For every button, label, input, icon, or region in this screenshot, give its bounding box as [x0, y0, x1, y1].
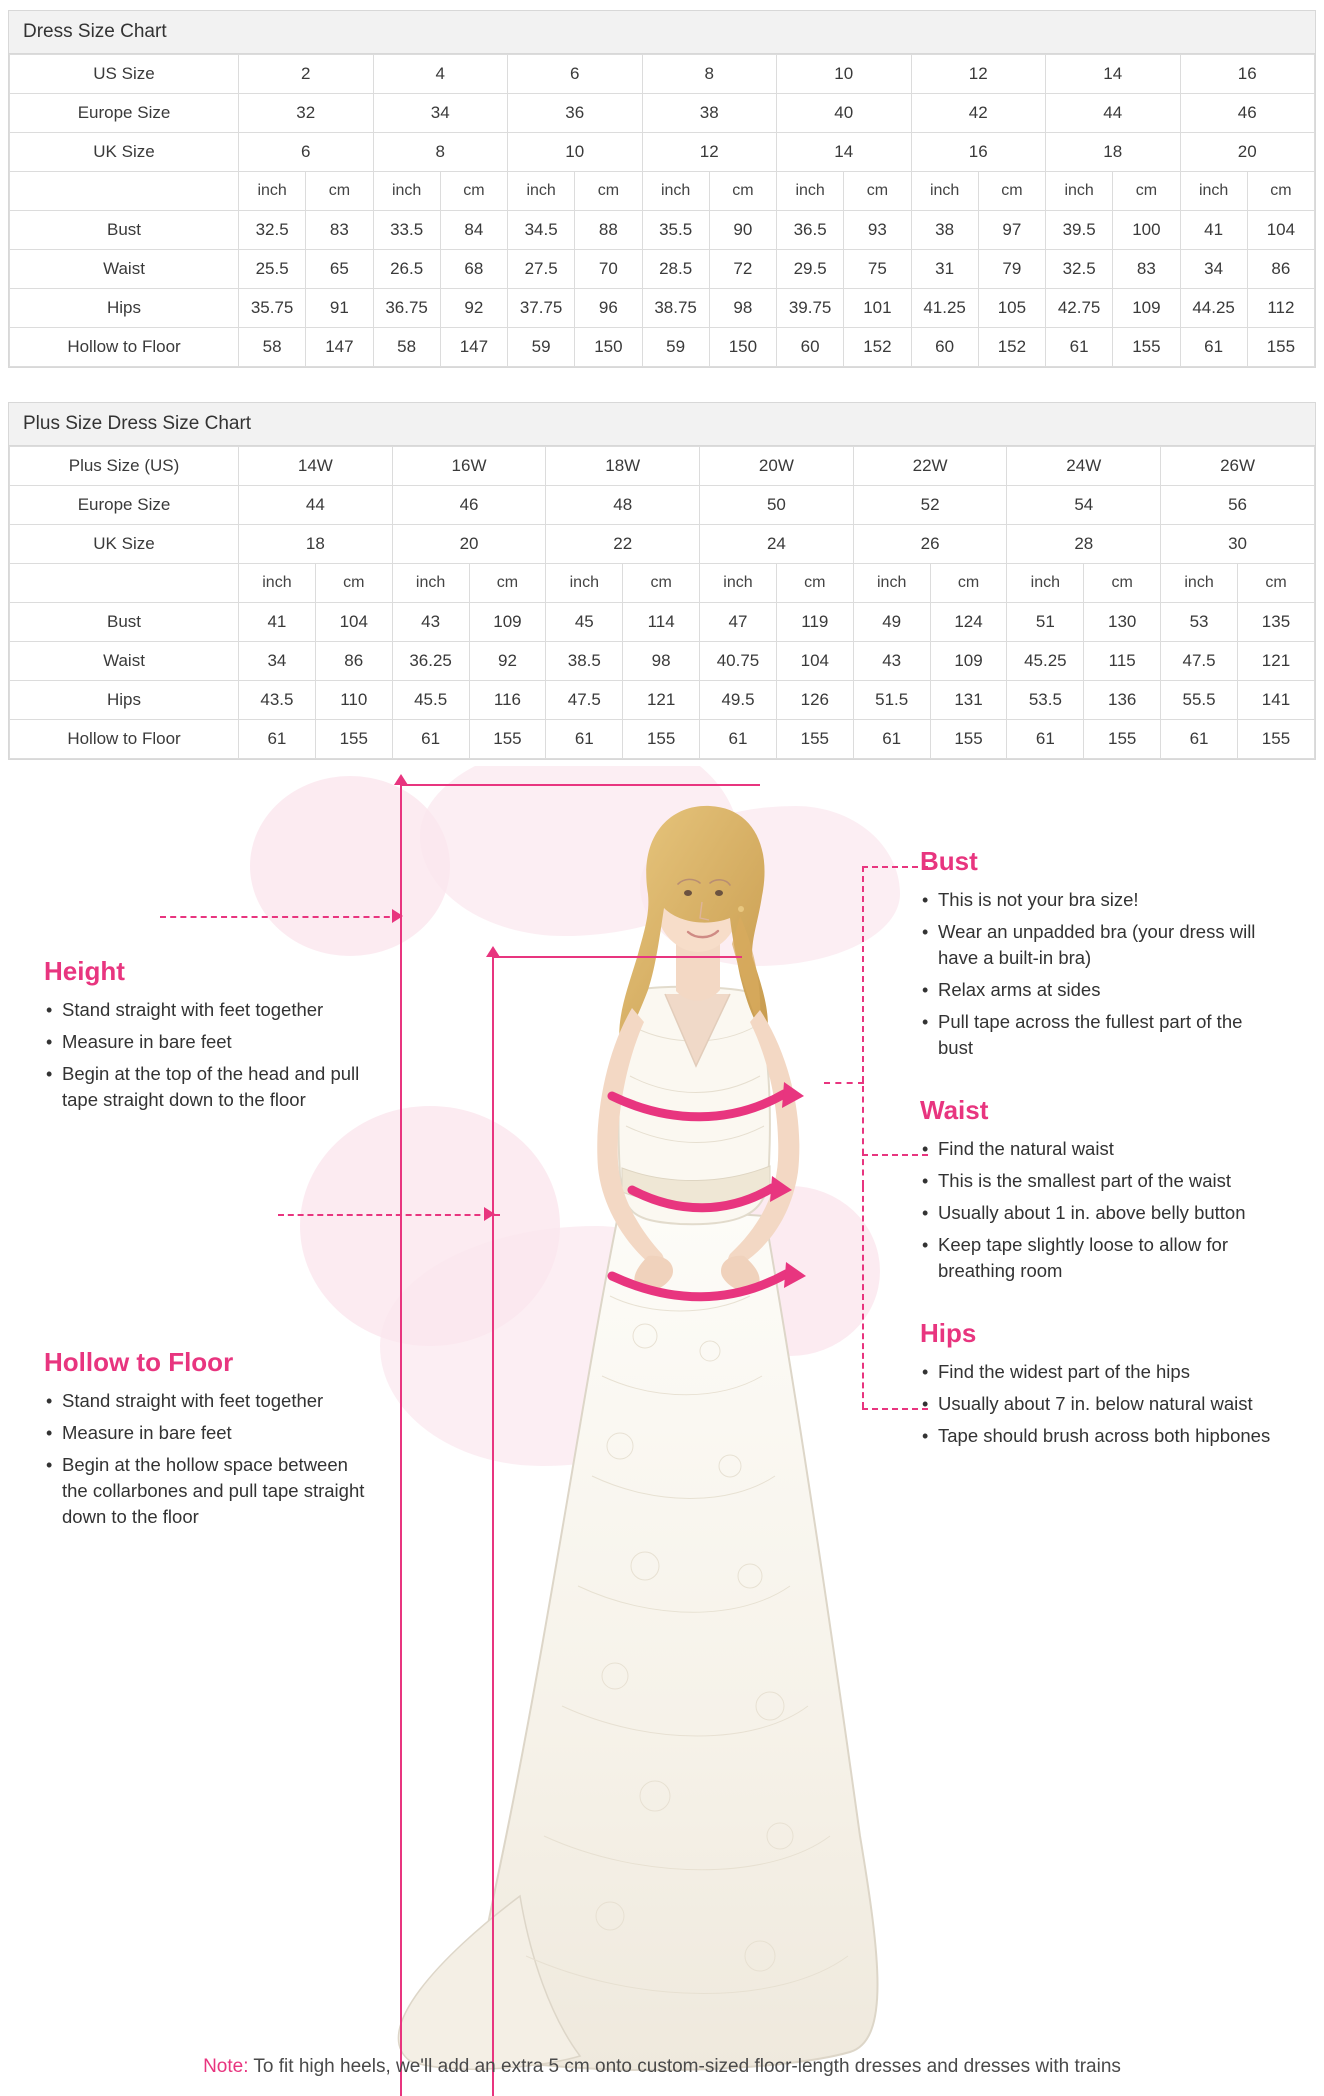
cell: 14 [1046, 55, 1181, 94]
unit-cell: cm [440, 172, 507, 211]
row-label: Bust [10, 211, 239, 250]
unit-cell: inch [546, 564, 623, 603]
cell: 32 [239, 94, 374, 133]
unit-cell: cm [844, 172, 911, 211]
row-label: Hips [10, 681, 239, 720]
cell: 45.25 [1007, 642, 1084, 681]
cell: 104 [1247, 211, 1314, 250]
tip-item: • Tape should brush across both hipbones [920, 1423, 1280, 1449]
guide-section-hips [920, 1318, 1280, 1449]
tips-list [920, 1136, 1280, 1284]
cell: 150 [709, 328, 776, 367]
hollow-connector-arrow [484, 1207, 495, 1221]
cell: 44 [239, 486, 393, 525]
cell: 53.5 [1007, 681, 1084, 720]
waist-connector-horizontal [862, 1154, 928, 1156]
units-row [10, 564, 1315, 603]
cell: 58 [239, 328, 306, 367]
row-label: Hips [10, 289, 239, 328]
cell: 16W [392, 447, 546, 486]
height-connector [160, 916, 400, 918]
spacer [44, 1147, 374, 1347]
cell: 37.75 [508, 289, 575, 328]
hollow-top-tick [492, 956, 742, 958]
unit-cell: inch [392, 564, 469, 603]
cell: 155 [776, 720, 853, 759]
tip-item: • Begin at the top of the head and pull tape straight down to the floor [44, 1061, 374, 1113]
cell: 83 [1113, 250, 1180, 289]
cell: 32.5 [239, 211, 306, 250]
tip-item: • Wear an unpadded bra (your dress will have a built-in bra) [920, 919, 1280, 971]
cell: 43.5 [239, 681, 316, 720]
cell: 61 [1161, 720, 1238, 759]
cell: 43 [853, 642, 930, 681]
size-table [9, 54, 1315, 367]
chart-title: Dress Size Chart [9, 11, 1315, 54]
cell: 155 [315, 720, 392, 759]
cell: 104 [776, 642, 853, 681]
cell: 124 [930, 603, 1007, 642]
cell: 8 [642, 55, 777, 94]
table-row [10, 133, 1315, 172]
cell: 121 [623, 681, 700, 720]
guide-section-waist [920, 1095, 1280, 1284]
cell: 27.5 [508, 250, 575, 289]
cell: 61 [546, 720, 623, 759]
cell: 39.5 [1046, 211, 1113, 250]
table-row [10, 250, 1315, 289]
tips-list [44, 1388, 374, 1530]
cell: 147 [440, 328, 507, 367]
cell: 98 [709, 289, 776, 328]
cell: 18 [1046, 133, 1181, 172]
cell: 110 [315, 681, 392, 720]
row-label: Waist [10, 642, 239, 681]
cell: 59 [508, 328, 575, 367]
cell: 44 [1046, 94, 1181, 133]
row-label: Hollow to Floor [10, 720, 239, 759]
tip-item: • Stand straight with feet together [44, 997, 374, 1023]
cell: 130 [1084, 603, 1161, 642]
table-row [10, 211, 1315, 250]
cell: 65 [306, 250, 373, 289]
cell: 20 [392, 525, 546, 564]
unit-cell: cm [315, 564, 392, 603]
cell: 28 [1007, 525, 1161, 564]
tips-list [920, 887, 1280, 1061]
cell: 22 [546, 525, 700, 564]
cell: 60 [911, 328, 978, 367]
cell: 105 [978, 289, 1045, 328]
unit-cell: inch [1007, 564, 1084, 603]
unit-cell: inch [777, 172, 844, 211]
cell: 96 [575, 289, 642, 328]
table-row [10, 289, 1315, 328]
row-label: UK Size [10, 133, 239, 172]
tip-item: • Begin at the hollow space between the collarbones and pull tape straight down to the floor [44, 1452, 374, 1530]
cell: 49.5 [700, 681, 777, 720]
section-title: Hollow to Floor [44, 1347, 234, 1377]
cell: 26W [1161, 447, 1315, 486]
cell: 126 [776, 681, 853, 720]
cell: 25.5 [239, 250, 306, 289]
chart-title: Plus Size Dress Size Chart [9, 403, 1315, 446]
unit-cell: inch [911, 172, 978, 211]
cell: 61 [239, 720, 316, 759]
cell: 136 [1084, 681, 1161, 720]
cell: 79 [978, 250, 1045, 289]
cell: 33.5 [373, 211, 440, 250]
cell: 39.75 [777, 289, 844, 328]
cell: 119 [776, 603, 853, 642]
cell: 104 [315, 603, 392, 642]
table-row [10, 681, 1315, 720]
cell: 109 [930, 642, 1007, 681]
cell: 60 [777, 328, 844, 367]
cell: 34.5 [508, 211, 575, 250]
unit-cell: cm [709, 172, 776, 211]
bust-connector-tail [824, 1082, 864, 1084]
tip-item: • Usually about 1 in. above belly button [920, 1200, 1280, 1226]
cell: 41 [239, 603, 316, 642]
row-label: Europe Size [10, 94, 239, 133]
cell: 14W [239, 447, 393, 486]
row-label: Plus Size (US) [10, 447, 239, 486]
tip-item: • Find the natural waist [920, 1136, 1280, 1162]
cell: 86 [1247, 250, 1314, 289]
table-row [10, 447, 1315, 486]
table-row [10, 486, 1315, 525]
cell: 83 [306, 211, 373, 250]
cell: 2 [239, 55, 374, 94]
height-connector-arrow [392, 909, 403, 923]
table-row [10, 55, 1315, 94]
cell: 114 [623, 603, 700, 642]
tips-list [44, 997, 374, 1113]
dress-size-chart [8, 10, 1316, 368]
cell: 10 [777, 55, 912, 94]
unit-cell: cm [469, 564, 546, 603]
cell: 45.5 [392, 681, 469, 720]
tips-list [920, 1359, 1280, 1449]
model-illustration [380, 776, 940, 2076]
size-table [9, 446, 1315, 759]
footer-note [0, 2056, 1324, 2078]
row-label: Waist [10, 250, 239, 289]
cell: 90 [709, 211, 776, 250]
cell: 100 [1113, 211, 1180, 250]
bust-connector-horizontal [862, 866, 928, 868]
cell: 70 [575, 250, 642, 289]
cell: 42.75 [1046, 289, 1113, 328]
height-top-tick [400, 784, 760, 786]
unit-cell: cm [575, 172, 642, 211]
cell: 155 [623, 720, 700, 759]
table-row [10, 642, 1315, 681]
cell: 36.5 [777, 211, 844, 250]
cell: 55.5 [1161, 681, 1238, 720]
tip-item: • Usually about 7 in. below natural waist [920, 1391, 1280, 1417]
hollow-to-floor-measure-line [492, 956, 494, 2096]
unit-cell: cm [930, 564, 1007, 603]
tip-item: • Stand straight with feet together [44, 1388, 374, 1414]
note-text: To fit high heels, we'll add an extra 5 cm onto custom-sized floor-length dresses and dresses with trains [248, 2056, 1121, 2077]
cell: 155 [1237, 720, 1314, 759]
cell: 61 [392, 720, 469, 759]
cell: 6 [508, 55, 643, 94]
row-label [10, 564, 239, 603]
cell: 29.5 [777, 250, 844, 289]
cell: 38 [642, 94, 777, 133]
cell: 40.75 [700, 642, 777, 681]
cell: 91 [306, 289, 373, 328]
note-label: Note: [203, 2056, 249, 2077]
cell: 18W [546, 447, 700, 486]
hips-connector-horizontal [862, 1408, 928, 1410]
tip-item: • This is the smallest part of the waist [920, 1168, 1280, 1194]
cell: 14 [777, 133, 912, 172]
cell: 6 [239, 133, 374, 172]
left-guide-column [44, 956, 374, 1564]
cell: 147 [306, 328, 373, 367]
cell: 47.5 [1161, 642, 1238, 681]
cell: 32.5 [1046, 250, 1113, 289]
cell: 24W [1007, 447, 1161, 486]
cell: 43 [392, 603, 469, 642]
cell: 4 [373, 55, 508, 94]
cell: 53 [1161, 603, 1238, 642]
cell: 84 [440, 211, 507, 250]
cell: 121 [1237, 642, 1314, 681]
cell: 61 [700, 720, 777, 759]
cell: 47.5 [546, 681, 623, 720]
unit-cell: inch [239, 564, 316, 603]
cell: 36 [508, 94, 643, 133]
unit-cell: cm [978, 172, 1045, 211]
cell: 68 [440, 250, 507, 289]
section-title: Hips [920, 1318, 977, 1348]
cell: 61 [1046, 328, 1113, 367]
cell: 48 [546, 486, 700, 525]
cell: 116 [469, 681, 546, 720]
unit-cell: inch [700, 564, 777, 603]
table-row [10, 720, 1315, 759]
section-title: Bust [920, 846, 978, 876]
cell: 34 [239, 642, 316, 681]
cell: 24 [700, 525, 854, 564]
unit-cell: cm [1247, 172, 1314, 211]
cell: 54 [1007, 486, 1161, 525]
unit-cell: inch [1161, 564, 1238, 603]
hips-connector-vertical [862, 1186, 864, 1408]
unit-cell: cm [623, 564, 700, 603]
row-label: UK Size [10, 525, 239, 564]
cell: 20 [1180, 133, 1315, 172]
cell: 59 [642, 328, 709, 367]
cell: 41 [1180, 211, 1247, 250]
cell: 20W [700, 447, 854, 486]
cell: 16 [1180, 55, 1315, 94]
cell: 49 [853, 603, 930, 642]
cell: 51.5 [853, 681, 930, 720]
unit-cell: inch [1046, 172, 1113, 211]
cell: 93 [844, 211, 911, 250]
cell: 92 [440, 289, 507, 328]
cell: 38 [911, 211, 978, 250]
cell: 61 [853, 720, 930, 759]
cell: 18 [239, 525, 393, 564]
cell: 34 [373, 94, 508, 133]
cell: 10 [508, 133, 643, 172]
section-title: Height [44, 956, 125, 986]
cell: 22W [853, 447, 1007, 486]
cell: 131 [930, 681, 1007, 720]
guide-section-height [44, 956, 374, 1113]
cell: 31 [911, 250, 978, 289]
cell: 26 [853, 525, 1007, 564]
guide-section-hollow-to-floor [44, 1347, 374, 1530]
cell: 50 [700, 486, 854, 525]
unit-cell: cm [1084, 564, 1161, 603]
cell: 58 [373, 328, 440, 367]
cell: 8 [373, 133, 508, 172]
cell: 52 [853, 486, 1007, 525]
table-row [10, 525, 1315, 564]
height-measure-line [400, 784, 402, 2096]
cell: 109 [1113, 289, 1180, 328]
cell: 26.5 [373, 250, 440, 289]
measuring-guide [0, 766, 1324, 2096]
tip-item: • Measure in bare feet [44, 1420, 374, 1446]
unit-cell: cm [306, 172, 373, 211]
cell: 36.75 [373, 289, 440, 328]
cell: 97 [978, 211, 1045, 250]
cell: 75 [844, 250, 911, 289]
cell: 38.5 [546, 642, 623, 681]
table-row [10, 94, 1315, 133]
row-label: Bust [10, 603, 239, 642]
tip-item: • Find the widest part of the hips [920, 1359, 1280, 1385]
unit-cell: inch [642, 172, 709, 211]
cell: 51 [1007, 603, 1084, 642]
cell: 28.5 [642, 250, 709, 289]
tip-item: • This is not your bra size! [920, 887, 1280, 913]
tip-item: • Pull tape across the fullest part of the bust [920, 1009, 1280, 1061]
cell: 38.75 [642, 289, 709, 328]
cell: 152 [844, 328, 911, 367]
table-row [10, 328, 1315, 367]
cell: 41.25 [911, 289, 978, 328]
unit-cell: cm [1237, 564, 1314, 603]
cell: 35.75 [239, 289, 306, 328]
cell: 56 [1161, 486, 1315, 525]
cell: 34 [1180, 250, 1247, 289]
cell: 36.25 [392, 642, 469, 681]
cell: 115 [1084, 642, 1161, 681]
cell: 112 [1247, 289, 1314, 328]
cell: 152 [978, 328, 1045, 367]
unit-cell: inch [373, 172, 440, 211]
table-row [10, 603, 1315, 642]
row-label: Europe Size [10, 486, 239, 525]
waist-connector-vertical [862, 1086, 864, 1186]
cell: 42 [911, 94, 1046, 133]
units-row [10, 172, 1315, 211]
cell: 72 [709, 250, 776, 289]
cell: 46 [1180, 94, 1315, 133]
tip-item: • Keep tape slightly loose to allow for breathing room [920, 1232, 1280, 1284]
cell: 12 [642, 133, 777, 172]
cell: 45 [546, 603, 623, 642]
tip-item: • Relax arms at sides [920, 977, 1280, 1003]
cell: 92 [469, 642, 546, 681]
unit-cell: inch [1180, 172, 1247, 211]
guide-section-bust [920, 846, 1280, 1061]
cell: 135 [1237, 603, 1314, 642]
cell: 44.25 [1180, 289, 1247, 328]
row-label [10, 172, 239, 211]
cell: 46 [392, 486, 546, 525]
unit-cell: inch [853, 564, 930, 603]
cell: 61 [1007, 720, 1084, 759]
tip-item: • Measure in bare feet [44, 1029, 374, 1055]
unit-cell: inch [239, 172, 306, 211]
cell: 155 [1084, 720, 1161, 759]
cell: 86 [315, 642, 392, 681]
cell: 98 [623, 642, 700, 681]
unit-cell: cm [776, 564, 853, 603]
cell: 109 [469, 603, 546, 642]
cell: 47 [700, 603, 777, 642]
cell: 155 [469, 720, 546, 759]
size-chart-page [0, 10, 1324, 2096]
unit-cell: cm [1113, 172, 1180, 211]
unit-cell: inch [508, 172, 575, 211]
cell: 16 [911, 133, 1046, 172]
cell: 155 [1247, 328, 1314, 367]
cell: 101 [844, 289, 911, 328]
cell: 35.5 [642, 211, 709, 250]
cell: 141 [1237, 681, 1314, 720]
cell: 61 [1180, 328, 1247, 367]
row-label: US Size [10, 55, 239, 94]
cell: 155 [1113, 328, 1180, 367]
cell: 150 [575, 328, 642, 367]
plus-size-dress-size-chart [8, 402, 1316, 760]
cell: 88 [575, 211, 642, 250]
row-label: Hollow to Floor [10, 328, 239, 367]
section-title: Waist [920, 1095, 989, 1125]
right-guide-column [920, 846, 1280, 1483]
bust-connector-vertical [862, 866, 864, 1082]
cell: 40 [777, 94, 912, 133]
cell: 12 [911, 55, 1046, 94]
cell: 30 [1161, 525, 1315, 564]
cell: 155 [930, 720, 1007, 759]
